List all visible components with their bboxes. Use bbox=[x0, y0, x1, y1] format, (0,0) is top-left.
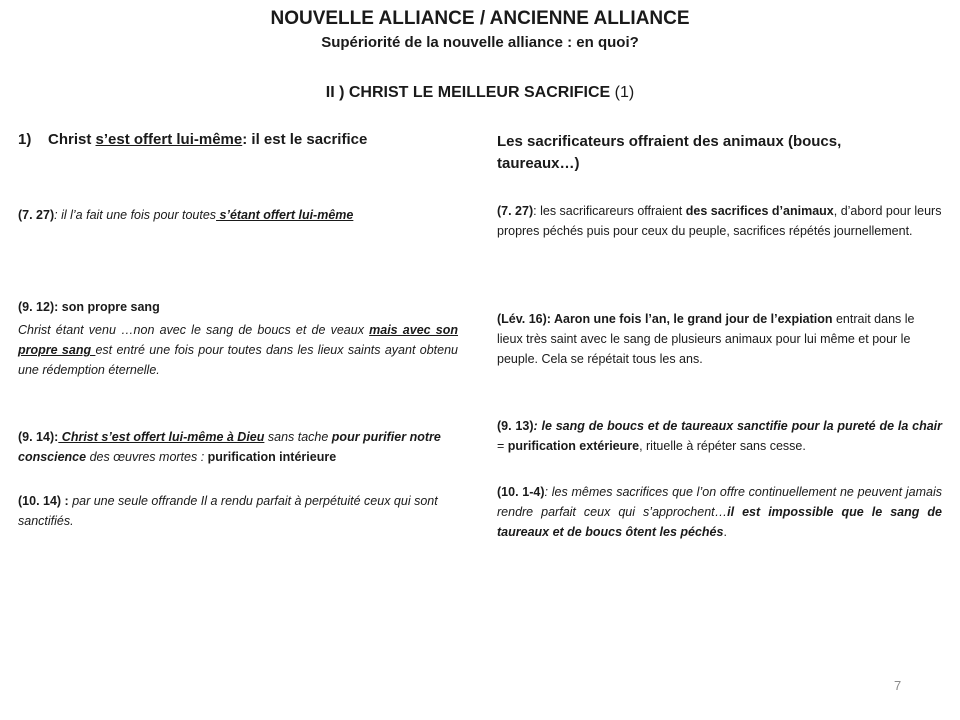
left-p4-text-a: par une seule offrande Il a rendu parfait à perpétuité ceux qui sont sanctifiés. bbox=[18, 494, 438, 528]
right-p3-text-b: = bbox=[497, 439, 508, 453]
right-p3-text-a: : le sang de boucs et de taureaux sanctifie pour la pureté de la chair bbox=[533, 419, 942, 433]
left-p3-text-b: sans tache bbox=[264, 430, 332, 444]
section-heading bbox=[0, 84, 960, 102]
page-number: 7 bbox=[894, 678, 902, 693]
right-heading: Les sacrificateurs offraient des animaux (boucs, taureaux…) bbox=[497, 133, 842, 172]
right-paragraph-2 bbox=[497, 309, 942, 369]
right-p1-text-c: , d’abord pour leurs propres péchés puis pour ceux du peuple, sacrifices répétés journellement. bbox=[497, 204, 942, 238]
right-p4-text-b: il est impossible que le sang de taureaux et de boucs ôtent les péchés bbox=[497, 505, 942, 539]
right-p1-text-a: : les sacrificareurs offraient bbox=[533, 204, 686, 218]
left-p1-text-b: s’étant offert lui-même bbox=[216, 208, 354, 222]
right-p1-text-b: des sacrifices d’animaux bbox=[685, 204, 834, 218]
left-p3-ref: (9. 14) bbox=[18, 430, 55, 444]
left-p3-colon: : bbox=[54, 430, 59, 444]
left-p3-text-a: Christ s’est offert lui-même à Dieu bbox=[58, 430, 265, 444]
left-p2-text-a: Christ étant venu …non avec le sang de boucs et de veaux bbox=[18, 323, 370, 337]
left-p1-ref: (7. 27) bbox=[18, 208, 55, 222]
right-paragraph-1 bbox=[497, 201, 942, 241]
page-subtitle: Supériorité de la nouvelle alliance : en quoi? bbox=[321, 34, 639, 51]
left-heading-post: : il est le sacrifice bbox=[242, 131, 368, 148]
right-p1-ref: (7. 27) bbox=[497, 204, 534, 218]
left-p4-ref: (10. 14) : bbox=[18, 494, 69, 508]
right-p2-text-b: entrait dans le lieux très saint avec le sang de plusieurs animaux pour lui même et pour le peuple. Cela se répétait tous les ans. bbox=[497, 312, 915, 366]
left-p3-text-c: pour purifier notre conscience bbox=[18, 430, 441, 464]
left-p3-text-d: des œuvres mortes : bbox=[86, 450, 208, 464]
right-p4-text-a: : les mêmes sacrifices que l’on offre continuellement ne peuvent jamais rendre parfait ceux qui s’approchent… bbox=[497, 485, 942, 519]
left-paragraph-4 bbox=[18, 491, 458, 531]
section-number: (1) bbox=[614, 84, 635, 101]
right-p3-text-d: , rituelle à répéter sans cesse. bbox=[639, 439, 806, 453]
left-p2-ref: (9. 12) bbox=[18, 300, 55, 314]
left-p2-text-c: est entré une fois pour toutes dans les lieux saints ayant obtenu une rédemption éternelle. bbox=[18, 343, 458, 377]
left-p2-text-b: mais avec son propre sang bbox=[18, 323, 459, 357]
right-p4-text-c: . bbox=[723, 525, 727, 539]
right-p2-text-a: : Aaron une fois l’an, le grand jour de l’expiation bbox=[546, 312, 833, 326]
right-paragraph-4 bbox=[497, 482, 942, 542]
left-heading-number: 1) bbox=[18, 131, 32, 148]
left-p1-text-a: : il l’a fait une fois pour toutes bbox=[54, 208, 217, 222]
left-paragraph-2 bbox=[18, 320, 458, 380]
left-p2-rest: : son propre sang bbox=[54, 300, 160, 314]
right-paragraph-3 bbox=[497, 416, 942, 456]
right-p3-text-c: purification extérieure bbox=[507, 439, 640, 453]
left-heading-pre: Christ bbox=[48, 131, 96, 148]
left-heading bbox=[18, 131, 367, 148]
left-heading-underlined: s’est offert lui-même bbox=[95, 131, 243, 148]
right-p2-ref: (Lév. 16) bbox=[497, 312, 547, 326]
right-p4-ref: (10. 1-4) bbox=[497, 485, 545, 499]
right-p3-ref: (9. 13) bbox=[497, 419, 534, 433]
left-paragraph-1 bbox=[18, 205, 458, 225]
left-paragraph-2-heading bbox=[18, 297, 458, 317]
left-p3-text-e: purification intérieure bbox=[207, 450, 337, 464]
page-title: NOUVELLE ALLIANCE / ANCIENNE ALLIANCE bbox=[270, 8, 690, 29]
section-label: II ) CHRIST LE MEILLEUR SACRIFICE bbox=[325, 84, 611, 101]
left-paragraph-3 bbox=[18, 427, 458, 467]
